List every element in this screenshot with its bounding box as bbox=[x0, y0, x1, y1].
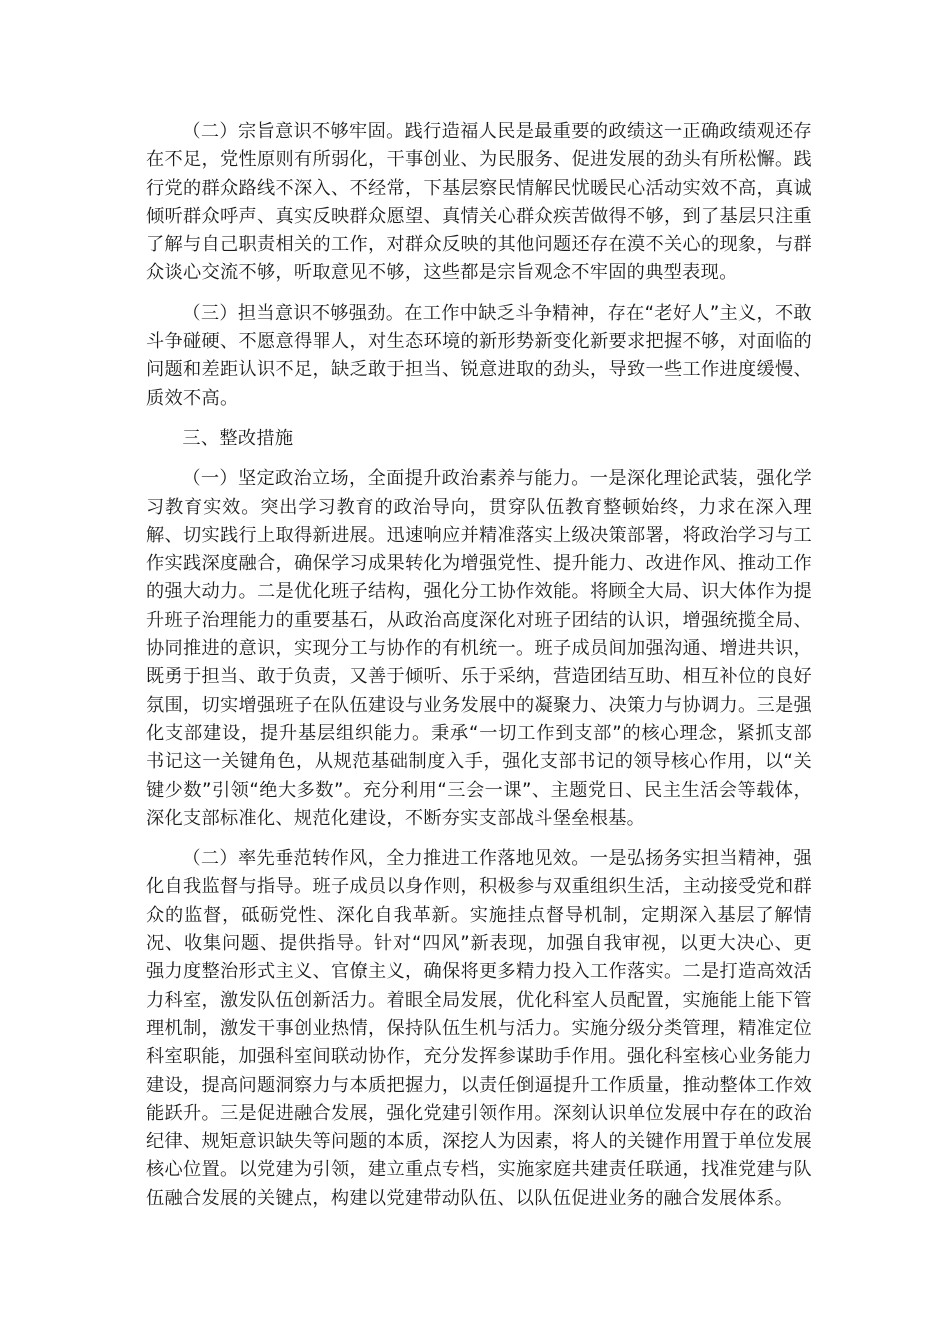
paragraph-purpose-awareness: （二）宗旨意识不够牢固。践行造福人民是最重要的政绩这一正确政绩观还存在不足，党性原则有所弱化，干事创业、为民服务、促进发展的劲头有所松懈。践行党的群众路线不深入、不经常，下基层察民情解民忧暖民心活动实效不高，真诚倾听群众呼声、真实反映群众愿望、真情关心群众疾苦做得不够，到了基层只注重了解与自己职责相关的工作，对群众反映的其他问题还存在漠不关心的现象，与群众谈心交流不够，听取意见不够，这些都是宗旨观念不牢固的典型表现。 bbox=[146, 121, 812, 284]
paragraph-political-stance: （一）坚定政治立场，全面提升政治素养与能力。一是深化理论武装，强化学习教育实效。突出学习教育的政治导向，贯穿队伍教育整顿始终，力求在深入理解、切实践行上取得新进展。迅速响应并精准落实上级决策部署，将政治学习与工作实践深度融合，确保学习成果转化为增强党性、提升能力、改进作风、推动工作的强大动力。二是优化班子结构，强化分工协作效能。将顾全大局、识大体作为提升班子治理能力的重要基石，从政治高度深化对班子团结的认识，增强统揽全局、协同推进的意识，实现分工与协作的有机统一。班子成员间加强沟通、增进共识，既勇于担当、敢于负责，又善于倾听、乐于采纳，营造团结互助、相互补位的良好氛围，切实增强班子在队伍建设与业务发展中的凝聚力、决策力与协调力。三是强化支部建设，提升基层组织能力。秉承“一切工作到支部”的核心理念，紧抓支部书记这一关键角色，从规范基础制度入手，强化支部书记的领导核心作用，以“关键少数”引领“绝大多数”。充分利用“三会一课”、主题党日、民主生活会等载体，深化支部标准化、规范化建设，不断夯实支部战斗堡垒根基。 bbox=[146, 468, 812, 829]
section-heading-rectification: 三、整改措施 bbox=[182, 427, 294, 449]
document-body bbox=[146, 118, 812, 1225]
paragraph-responsibility-awareness: （三）担当意识不够强劲。在工作中缺乏斗争精神，存在“老好人”主义，不敢斗争碰硬、不愿意得罪人，对生态环境的新形势新变化新要求把握不够，对面临的问题和差距认识不足，缺乏敢于担当、锐意进取的劲头，导致一些工作进度缓慢、质效不高。 bbox=[146, 302, 812, 409]
paragraph-work-style: （二）率先垂范转作风，全力推进工作落地见效。一是弘扬务实担当精神，强化自我监督与指导。班子成员以身作则，积极参与双重组织生活，主动接受党和群众的监督，砥砺党性、深化自我革新。实施挂点督导机制，定期深入基层了解情况、收集问题、提供指导。针对“四风”新表现，加强自我审视，以更大决心、更强力度整治形式主义、官僚主义，确保将更多精力投入工作落实。二是打造高效活力科室，激发队伍创新活力。着眼全局发展，优化科室人员配置，实施能上能下管理机制，激发干事创业热情，保持队伍生机与活力。实施分级分类管理，精准定位科室职能，加强科室间联动协作，充分发挥参谋助手作用。强化科室核心业务能力建设，提高问题洞察力与本质把握力，以责任倒逼提升工作质量，推动整体工作效能跃升。三是促进融合发展，强化党建引领作用。深刻认识单位发展中存在的政治纪律、规矩意识缺失等问题的本质，深挖人为因素，将人的关键作用置于单位发展核心位置。以党建为引领，建立重点专档，实施家庭共建责任联通，找准党建与队伍融合发展的关键点，构建以党建带动队伍、以队伍促进业务的融合发展体系。 bbox=[146, 848, 812, 1209]
